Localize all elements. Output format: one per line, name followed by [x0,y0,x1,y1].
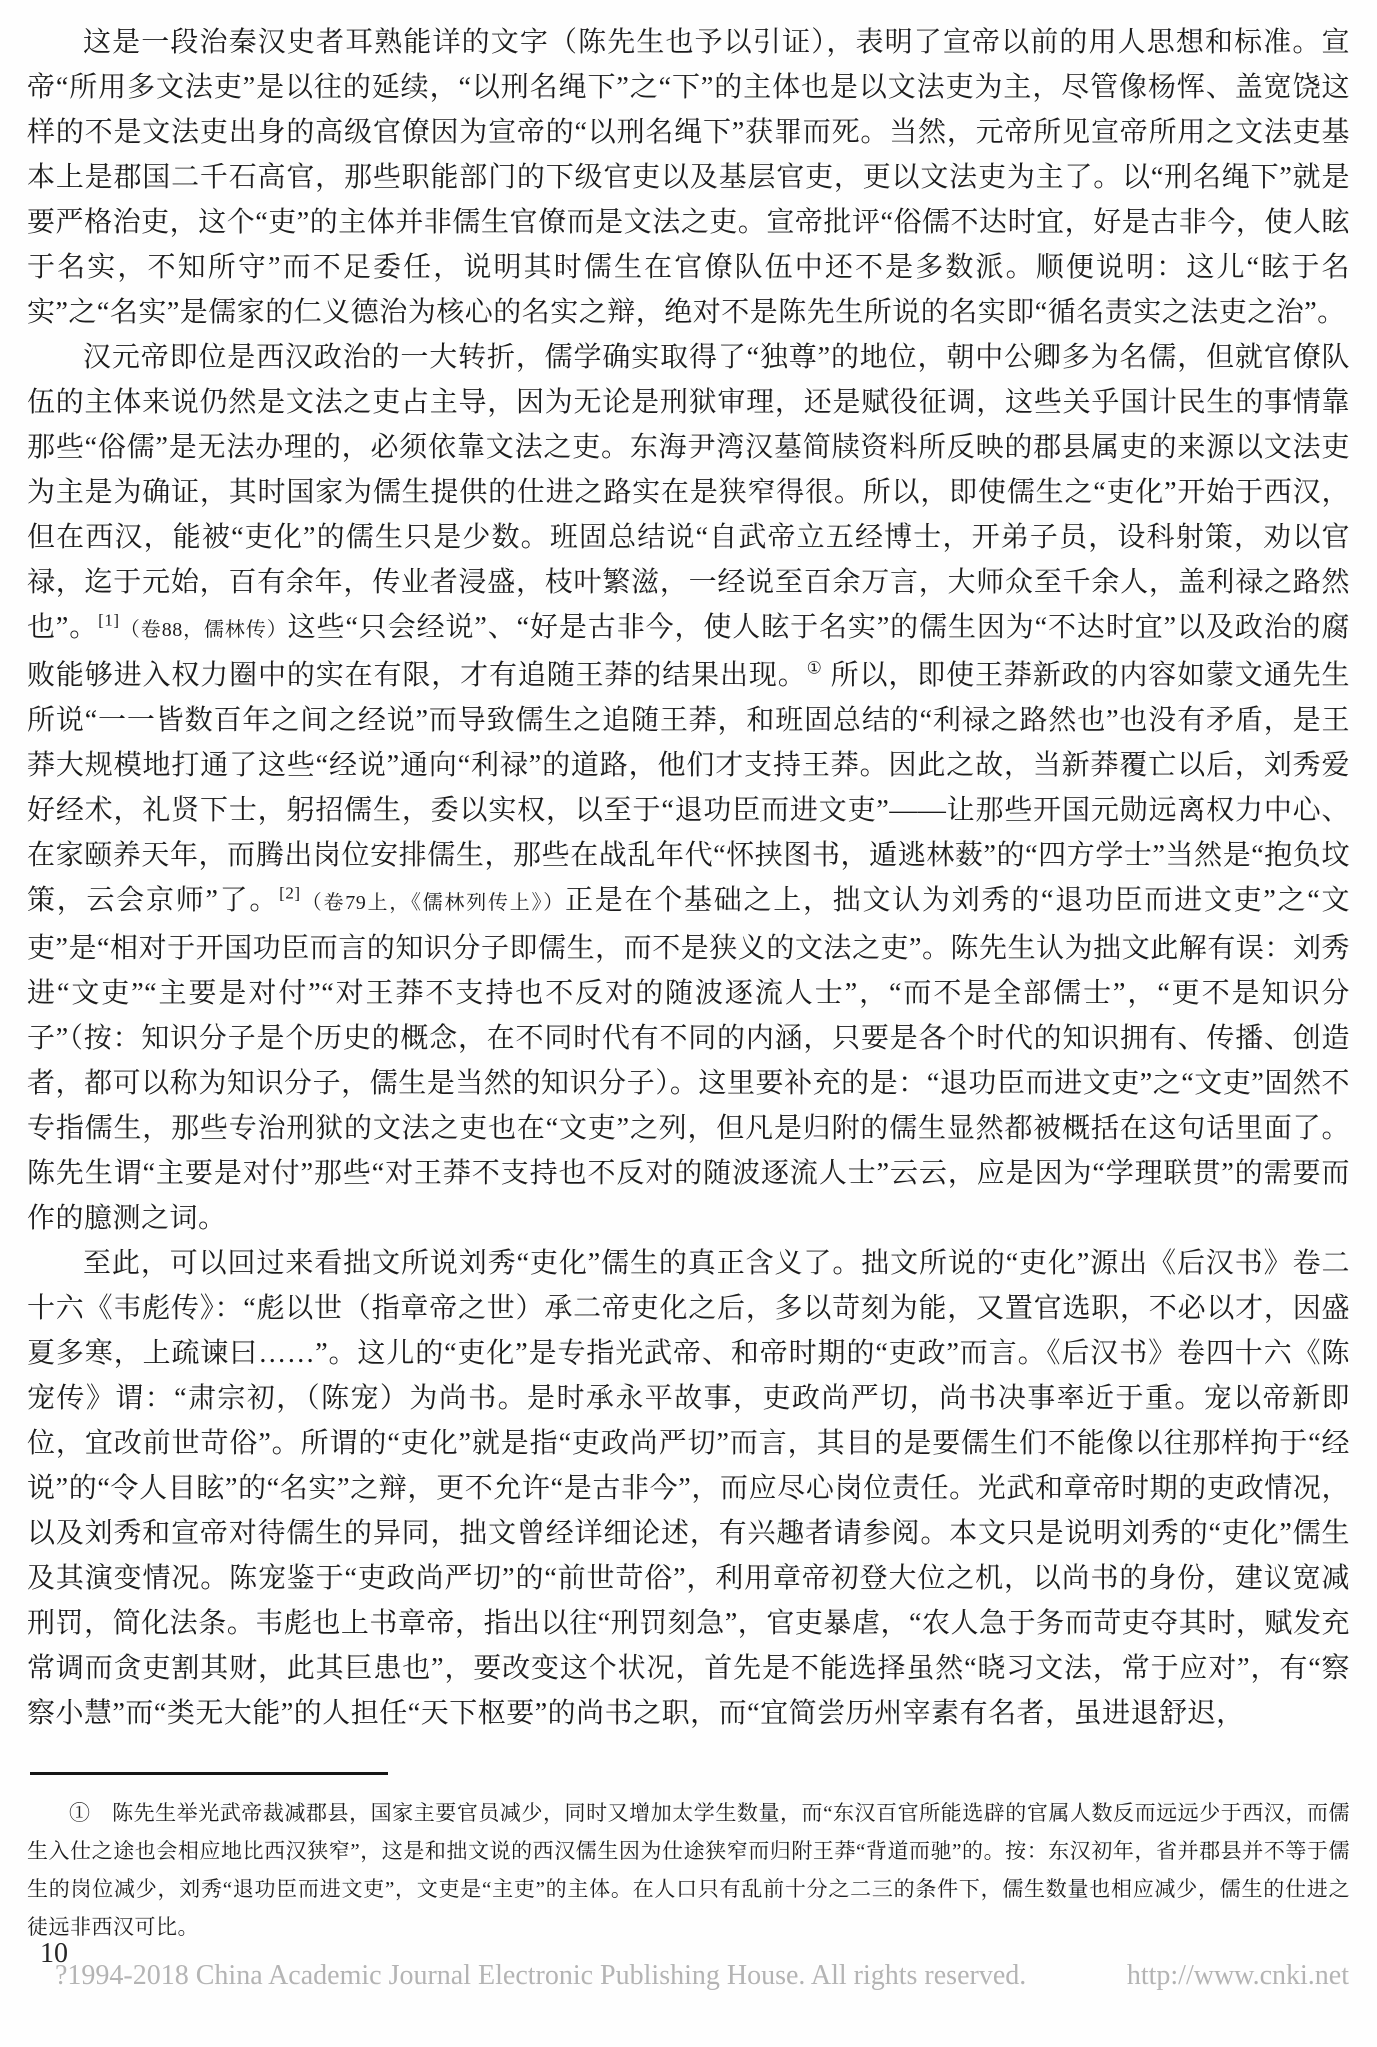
text-run: 正是在个基础之上，拙文认为刘秀的“退功臣而进文吏”之“文吏”是“相对于开国功臣而言的知识分子即儒生，而不是狭义的文法之吏”。陈先生认为拙文此解有误：刘秀进“文吏”“主要是对付”“对王莽不支持也不反对的随波逐流人士”，“而不是全部儒士”，“更不是知识分子”（按：知识分子是个历史的概念，在不同时代有不同的内涵，只要是各个时代的知识拥有、传播、创造者，都可以称为知识分子，儒生是当然的知识分子）。这里要补充的是：“退功臣而进文吏”之“文吏”固然不专指儒生，那些专治刑狱的文法之吏也在“文吏”之列，但凡是归附的儒生显然都被概括在这句话里面了。陈先生谓“主要是对付”那些“对王莽不支持也不反对的随波逐流人士”云云，应是因为“学理联贯”的需要而作的臆测之词。 [27,885,1350,1234]
citation-source: （卷79上，《儒林列传上》） [300,892,565,914]
page-number: 10 [40,1938,68,1969]
text-run: 所以，即使王莽新政的内容如蒙文通先生所说“一一皆数百年之间之经说”而导致儒生之追随王莽，和班固总结的“利禄之路然也”也没有矛盾，是王莽大规模地打通了这些“经说”通向“利禄”的道路，他们才支持王莽。因此之故，当新莽覆亡以后，刘秀爱好经术，礼贤下士，躬招儒生，委以实权，以至于“退功臣而进文吏”——让那些开国元勋远离权力中心、在家颐养天年，而腾出岗位安排儒生，那些在战乱年代“怀挟图书，遁逃林薮”的“四方学士”当然是“抱负坟策，云会京师”了。 [27,660,1350,916]
footnote-1: ① 陈先生举光武帝裁减郡县，国家主要官员减少，同时又增加太学生数量，而“东汉百官所能选辟的官属人数反而远远少于西汉，而儒生入仕之途也会相应地比西汉狭窄”，这是和拙文说的西汉儒生因为仕途狭窄而归附王莽“背道而驰”的。按：东汉初年，省并郡县并不等于儒生的岗位减少，刘秀“退功臣而进文吏”，文吏是“主吏”的主体。在人口只有乱前十分之二三的条件下，儒生数量也相应减少，儒生的仕进之徒远非西汉可比。 [27,1801,1350,1939]
article-body [27,20,1350,1736]
cnki-watermark [55,1960,1349,1992]
footnotes-section [27,1794,1350,1946]
citation-superscript: [1] [98,610,120,630]
citation-superscript: [2] [279,883,301,903]
footnote-separator [30,1772,388,1775]
paragraph-1 [27,20,1350,335]
watermark-url: http://www.cnki.net [1126,1960,1349,1991]
paragraph-3 [27,1241,1350,1736]
text-run: 这是一段治秦汉史者耳熟能详的文字（陈先生也予以引证），表明了宣帝以前的用人思想和标准。宣帝“所用多文法吏”是以往的延续，“以刑名绳下”之“下”的主体也是以文法吏为主，尽管像杨恽、盖宽饶这样的不是文法吏出身的高级官僚因为宣帝的“以刑名绳下”获罪而死。当然，元帝所见宣帝所用之文法吏基本上是郡国二千石高官，那些职能部门的下级官吏以及基层官吏，更以文法吏为主了。以“刑名绳下”就是要严格治吏，这个“吏”的主体并非儒生官僚而是文法之吏。宣帝批评“俗儒不达时宜，好是古非今，使人眩于名实，不知所守”而不足委任，说明其时儒生在官僚队伍中还不是多数派。顺便说明：这儿“眩于名实”之“名实”是儒家的仁义德治为核心的名实之辩，绝对不是陈先生所说的名实即“循名责实之法吏之治”。 [27,27,1350,328]
watermark-copyright-text: ?1994-2018 China Academic Journal Electronic Publishing House. All rights reserved. [55,1960,1027,1991]
text-run: 汉元帝即位是西汉政治的一大转折，儒学确实取得了“独尊”的地位，朝中公卿多为名儒，但就官僚队伍的主体来说仍然是文法之吏占主导，因为无论是刑狱审理，还是赋役征调，这些关乎国计民生的事情靠那些“俗儒”是无法办理的，必须依靠文法之吏。东海尹湾汉墓简牍资料所反映的郡县属吏的来源以文法吏为主是为确证，其时国家为儒生提供的仕进之路实在是狭窄得很。所以，即使儒生之“吏化”开始于西汉，但在西汉，能被“吏化”的儒生只是少数。班固总结说“自武帝立五经博士，开弟子员，设科射策，劝以官禄，迄于元始，百有余年，传业者浸盛，枝叶繁滋，一经说至百余万言，大师众至千余人，盖利禄之路然也”。 [27,342,1350,643]
paragraph-2 [27,335,1350,1241]
text-run: 至此，可以回过来看拙文所说刘秀“吏化”儒生的真正含义了。拙文所说的“吏化”源出《后汉书》卷二十六《韦彪传》：“彪以世（指章帝之世）承二帝吏化之后，多以苛刻为能，又置官选职，不必以才，因盛夏多寒，上疏谏曰……”。这儿的“吏化”是专指光武帝、和帝时期的“吏政”而言。《后汉书》卷四十六《陈宠传》谓：“肃宗初，（陈宠）为尚书。是时承永平故事，吏政尚严切，尚书决事率近于重。宠以帝新即位，宜改前世苛俗”。所谓的“吏化”就是指“吏政尚严切”而言，其目的是要儒生们不能像以往那样拘于“经说”的“令人目眩”的“名实”之辩，更不允许“是古非今”，而应尽心岗位责任。光武和章帝时期的吏政情况，以及刘秀和宣帝对待儒生的异同，拙文曾经详细论述，有兴趣者请参阅。本文只是说明刘秀的“吏化”儒生及其演变情况。陈宠鉴于“吏政尚严切”的“前世苛俗”，利用章帝初登大位之机，以尚书的身份，建议宽减刑罚，简化法条。韦彪也上书章帝，指出以往“刑罚刻急”，官吏暴虐，“农人急于务而苛吏夺其时，赋发充常调而贪吏割其财，此其巨患也”，要改变这个状况，首先是不能选择虽然“晓习文法，常于应对”，有“察察小慧”而“类无大能”的人担任“天下枢要”的尚书之职，而“宜简尝历州宰素有名者，虽进退舒迟， [27,1248,1350,1729]
citation-superscript: ① [806,658,823,678]
text-run: 这些“只会经说”、“好是古非今，使人眩于名实”的儒生因为“不达时宜”以及政治的腐败能够进入权力圈中的实在有限，才有追随王莽的结果出现。 [27,612,1351,691]
citation-source: （卷88，儒林传） [119,619,288,641]
